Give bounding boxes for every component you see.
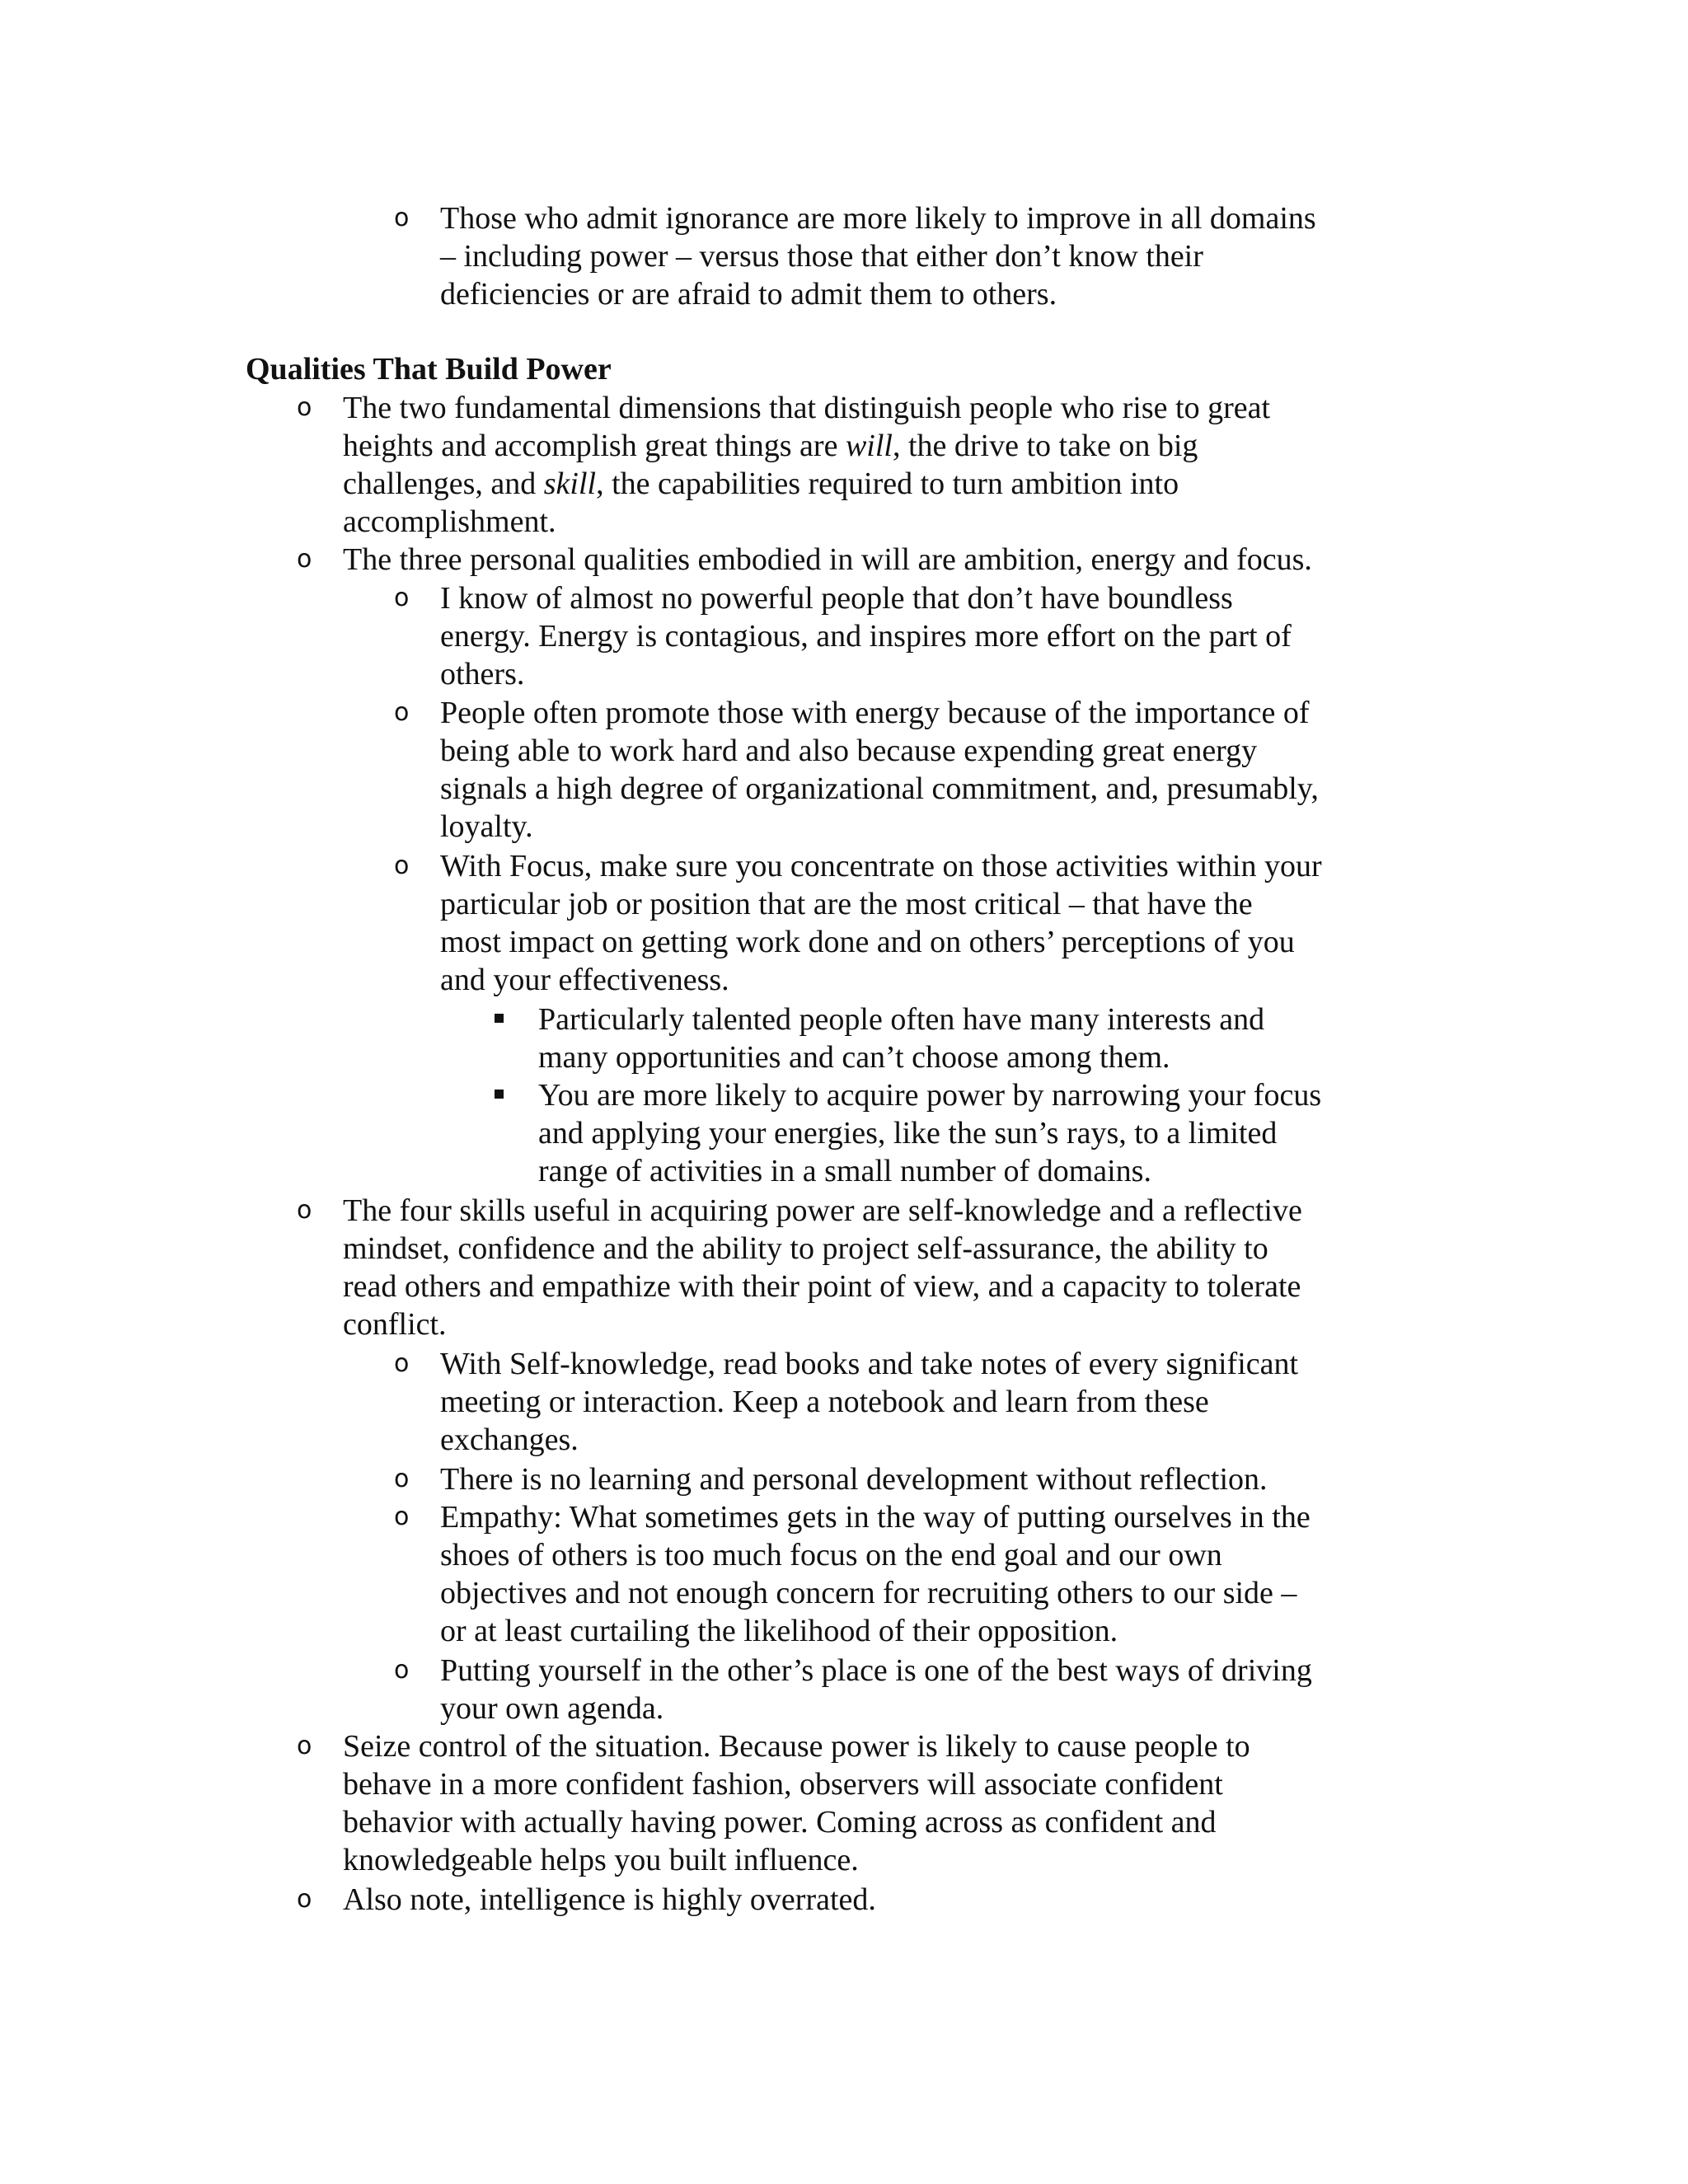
text-line: deficiencies or are afraid to admit them to others.	[440, 277, 1057, 312]
emphasis-will: will	[845, 429, 893, 463]
hollow-bullet-icon: o	[297, 393, 312, 422]
hollow-bullet-icon: o	[297, 1885, 312, 1914]
text-line: and your effectiveness.	[440, 963, 729, 997]
text-line: Empathy: What sometimes gets in the way of putting ourselves in the	[440, 1500, 1311, 1535]
text-line: You are more likely to acquire power by narrowing your focus	[538, 1078, 1322, 1113]
hollow-bullet-icon: o	[297, 1732, 312, 1760]
text-line: Putting yourself in the other’s place is one of the best ways of driving	[440, 1653, 1312, 1688]
text-line: being able to work hard and also because expending great energy	[440, 733, 1258, 768]
text-line: objectives and not enough concern for recruiting others to our side –	[440, 1576, 1297, 1610]
hollow-bullet-icon: o	[297, 545, 312, 574]
text-line: or at least curtailing the likelihood of their opposition.	[440, 1614, 1118, 1648]
text-line: With Focus, make sure you concentrate on those activities within your	[440, 849, 1322, 883]
text-line: The four skills useful in acquiring power are self-knowledge and a reflective	[343, 1193, 1302, 1228]
hollow-bullet-icon: o	[394, 1349, 410, 1378]
section-heading: Qualities That Build Power	[246, 352, 612, 387]
text-line: behavior with actually having power. Coming across as confident and	[343, 1805, 1217, 1840]
text-span: heights and accomplish great things are	[343, 429, 846, 463]
hollow-bullet-icon: o	[394, 698, 410, 727]
text-line: behave in a more confident fashion, observers will associate confident	[343, 1767, 1223, 1802]
text-line: accomplishment.	[343, 504, 556, 539]
text-line: People often promote those with energy because of the importance of	[440, 696, 1310, 730]
text-span: challenges, and	[343, 466, 544, 501]
text-line: Particularly talented people often have many interests and	[538, 1002, 1265, 1037]
hollow-bullet-icon: o	[394, 1465, 410, 1493]
hollow-bullet-icon: o	[394, 204, 410, 232]
text-line	[343, 465, 1179, 503]
hollow-bullet-icon: o	[394, 851, 410, 880]
text-line: Also note, intelligence is highly overrated.	[343, 1882, 876, 1917]
text-line: meeting or interaction. Keep a notebook and learn from these	[440, 1385, 1209, 1419]
text-line: particular job or position that are the most critical – that have the	[440, 887, 1253, 921]
text-line: knowledgeable helps you built influence.	[343, 1843, 859, 1877]
hollow-bullet-icon: o	[394, 1502, 410, 1531]
text-line: conflict.	[343, 1307, 447, 1342]
text-line: energy. Energy is contagious, and inspires more effort on the part of	[440, 619, 1292, 654]
hollow-bullet-icon: o	[297, 1196, 312, 1225]
text-line	[343, 427, 1198, 465]
emphasis-skill: skill	[543, 466, 597, 501]
text-line: shoes of others is too much focus on the end goal and our own	[440, 1538, 1222, 1572]
text-line: others.	[440, 657, 525, 691]
text-line: Those who admit ignorance are more likely to improve in all domains	[440, 201, 1316, 236]
text-line: There is no learning and personal development without reflection.	[440, 1462, 1268, 1497]
text-line: and applying your energies, like the sun’s rays, to a limited	[538, 1116, 1278, 1151]
text-span: , the drive to take on big	[892, 429, 1198, 463]
text-line: mindset, confidence and the ability to project self-assurance, the ability to	[343, 1231, 1268, 1266]
text-line: most impact on getting work done and on others’ perceptions of you	[440, 925, 1295, 959]
text-line: your own agenda.	[440, 1691, 664, 1726]
hollow-bullet-icon: o	[394, 583, 410, 612]
text-line: Seize control of the situation. Because power is likely to cause people to	[343, 1729, 1250, 1764]
square-bullet-icon	[495, 1090, 504, 1099]
text-line: With Self-knowledge, read books and take notes of every significant	[440, 1347, 1299, 1381]
text-line: exchanges.	[440, 1422, 579, 1457]
hollow-bullet-icon: o	[394, 1656, 410, 1685]
text-line: read others and empathize with their point of view, and a capacity to tolerate	[343, 1269, 1301, 1304]
text-line: loyalty.	[440, 809, 533, 844]
text-line: range of activities in a small number of domains.	[538, 1154, 1151, 1188]
text-span: , the capabilities required to turn ambition into	[596, 466, 1179, 501]
text-line: The three personal qualities embodied in will are ambition, energy and focus.	[343, 542, 1312, 577]
text-line: signals a high degree of organizational commitment, and, presumably,	[440, 771, 1319, 806]
text-line: – including power – versus those that either don’t know their	[440, 239, 1203, 274]
text-line: many opportunities and can’t choose among them.	[538, 1040, 1170, 1075]
text-line: I know of almost no powerful people that don’t have boundless	[440, 581, 1233, 616]
square-bullet-icon	[495, 1014, 504, 1023]
text-line: The two fundamental dimensions that distinguish people who rise to great	[343, 391, 1271, 425]
